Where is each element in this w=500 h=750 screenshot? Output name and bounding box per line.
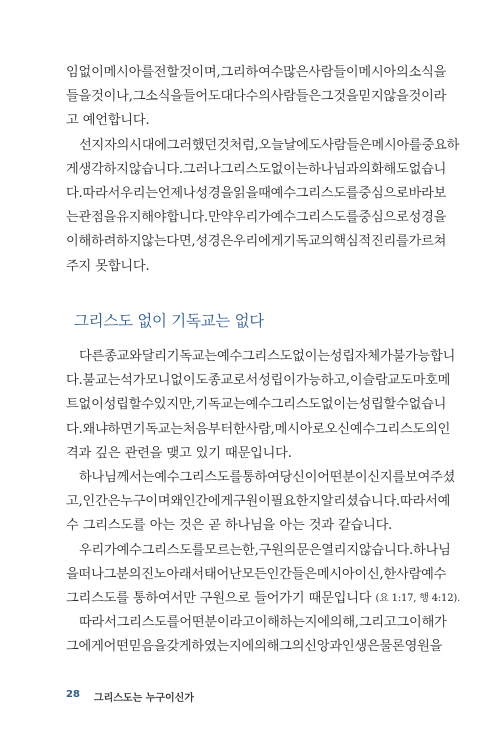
text-line: 격과 깊은 관련을 맺고 있기 때문입니다.	[66, 445, 292, 461]
page-number: 28	[66, 689, 80, 700]
scripture-citation: (요 1:17, 행 4:12).	[375, 592, 461, 604]
text-line: 다. 왜냐하면 기독교는 처음부터 한 사람, 메시아로 오신 예수 그리스도의 인	[66, 421, 451, 437]
text-line: 우리가 예수 그리스도를 모르는 한, 구원의 문은 열리지 않습니다. 하나님	[79, 542, 451, 558]
text-line: 다. 불교는 석가모니 없이도 종교로서 성립이 가능하고, 이슬람교도 마호메	[66, 373, 451, 389]
text-line: 게 생각하지 않습니다. 그러나 그리스도 없이는 하나님과의 화해도 없습니	[66, 161, 447, 177]
text-line: 하나님께서는 예수 그리스도를 통하여 당신이 어떤 분이신지를 보여주셨	[79, 469, 456, 485]
text-line: 주지 못합니다.	[66, 258, 150, 274]
text-line: 을 떠나 그분의 진노 아래서 태어난 모든 인간들은 메시아이신, 한 사람 예수	[66, 566, 447, 582]
text-line: 그에게 어떤 믿음을 갖게 하였는지에 의해 그의 신앙과 인생은 물론 영원을	[66, 639, 443, 655]
text-line: 선지자의 시대에 그러했던 것처럼, 오늘날에도 사람들은 메시아를 중요하	[79, 137, 460, 153]
text-line: 이해하려 하지 않는다면, 성경은 우리에게 기독교의 핵심적 진리를 가르쳐	[66, 234, 447, 250]
text-line: 트 없이 성립할 수 있지만, 기독교는 예수 그리스도 없이는 성립할 수 없습니	[66, 397, 447, 413]
text-line: 들을 것이나, 그 소식을 들어도 대다수의 사람들은 그것을 믿지 않을 것이라	[66, 89, 447, 105]
section-heading: 그리스도 없이 기독교는 없다	[74, 312, 264, 330]
text-line: 다른 종교와 달리 기독교는 예수 그리스도 없이는 성립 자체가 불가능합니	[79, 349, 456, 364]
text-line: 수 그리스도를 아는 것은 곧 하나님을 아는 것과 같습니다.	[66, 518, 393, 534]
running-title: 그리스도는 누구이신가	[93, 693, 195, 704]
page-footer	[66, 689, 194, 704]
paragraph-block-main	[66, 345, 461, 659]
text-line: 다. 따라서 우리는 언제나 성경을 읽을 때 예수 그리스도를 중심으로 바라보	[66, 185, 447, 201]
text-line: 고, 인간은 누구이며 왜 인간에게 구원이 필요한지 알리셨습니다. 따라서 예	[66, 494, 451, 510]
text-line: 따라서 그리스도를 어떤 분이라고 이해하는지에 의해, 그리고 그 이해가	[79, 615, 447, 631]
text-line: 는 관점을 유지해야 합니다. 만약 우리가 예수 그리스도를 중심으로 성경을	[66, 210, 447, 226]
text-line: 그리스도를 통하여서만 구원으로 들어가기 때문입니다 (요 1:17, 행 4:12).	[66, 587, 438, 611]
text-line: 임없이 메시아를 전할 것이며, 그리하여 수많은 사람들이 메시아의 소식을	[66, 65, 447, 80]
paragraph-block-top	[66, 61, 460, 279]
text-line: 고 예언합니다.	[66, 113, 150, 129]
